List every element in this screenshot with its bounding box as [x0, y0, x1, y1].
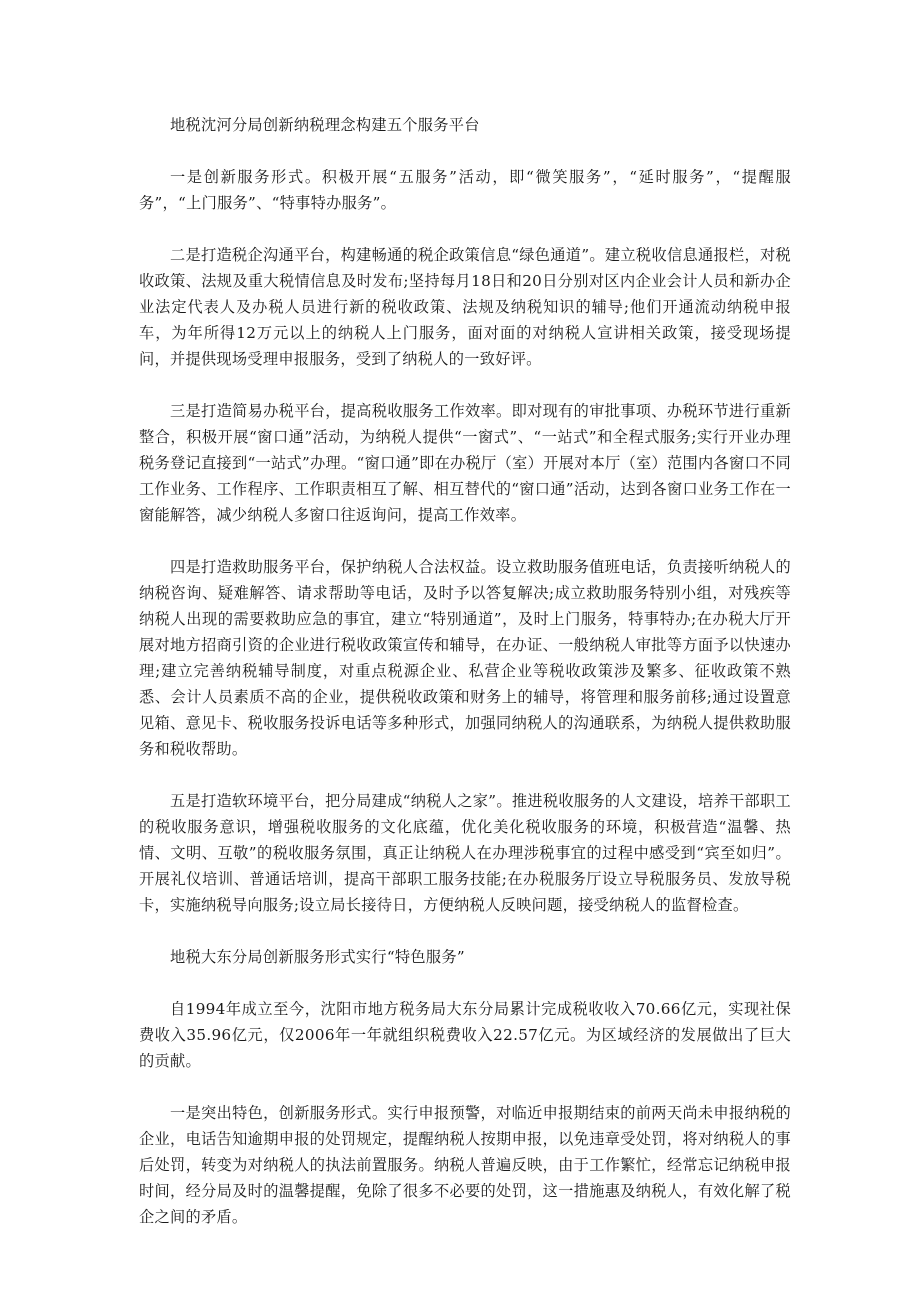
paragraph: 一是突出特色，创新服务形式。实行申报预警，对临近申报期结束的前两天尚未申报纳税的企业，电话告知逾期申报的处罚规定，提醒纳税人按期申报，以免违章受处罚，将对纳税人的事后处罚，转变为对纳税人的执法前置服务。纳税人普遍反映，由于工作繁忙，经常忘记纳税申报时间，经分局及时的温馨提醒，免除了很多不必要的处罚，这一措施惠及纳税人，有效化解了税企之间的矛盾。: [139, 1104, 791, 1226]
paragraph: 自1994年成立至今，沈阳市地方税务局大东分局累计完成税收收入70.66亿元，实现社保费收入35.96亿元，仅2006年一年就组织税费收入22.57亿元。为区域经济的发展做出了巨大的贡献。: [139, 1000, 791, 1070]
paragraph: 二是打造税企沟通平台，构建畅通的税企政策信息“绿色通道”。建立税收信息通报栏，对税收政策、法规及重大税情信息及时发布;坚持每月18日和20日分别对区内企业会计人员和新办企业法定代表人及办税人员进行新的税收政策、法规及纳税知识的辅导;他们开通流动纳税申报车，为年所得12万元以上的纳税人上门服务，面对面的对纳税人宣讲相关政策，接受现场提问，并提供现场受理申报服务，受到了纳税人的一致好评。: [139, 246, 791, 368]
document-body: [139, 112, 791, 1256]
section-heading: 地税大东分局创新服务形式实行“特色服务”: [170, 948, 465, 966]
section-heading: 地税沈河分局创新纳税理念构建五个服务平台: [170, 116, 480, 134]
paragraph: 一是创新服务形式。积极开展“五服务”活动，即“微笑服务”，“延时服务”，“提醒服务”，“上门服务”、“特事特办服务”。: [139, 168, 791, 212]
paragraph: 四是打造救助服务平台，保护纳税人合法权益。设立救助服务值班电话，负责接听纳税人的纳税咨询、疑难解答、请求帮助等电话，及时予以答复解决;成立救助服务特别小组，对残疾等纳税人出现的需要救助应急的事宜，建立“特别通道”，及时上门服务，特事特办;在办税大厅开展对地方招商引资的企业进行税收政策宣传和辅导，在办证、一般纳税人审批等方面予以快速办理;建立完善纳税辅导制度，对重点税源企业、私营企业等税收政策涉及繁多、征收政策不熟悉、会计人员素质不高的企业，提供税收政策和财务上的辅导，将管理和服务前移;通过设置意见箱、意见卡、税收服务投诉电话等多种形式，加强同纳税人的沟通联系，为纳税人提供救助服务和税收帮助。: [139, 558, 791, 758]
paragraph: 三是打造简易办税平台，提高税收服务工作效率。即对现有的审批事项、办税环节进行重新整合，积极开展“窗口通”活动，为纳税人提供“一窗式”、“一站式”和全程式服务;实行开业办理税务登记直接到“一站式”办理。“窗口通”即在办税厅（室）开展对本厅（室）范围内各窗口不同工作业务、工作程序、工作职责相互了解、相互替代的“窗口通”活动，达到各窗口业务工作在一窗能解答，减少纳税人多窗口往返询问，提高工作效率。: [139, 402, 791, 524]
paragraph: 五是打造软环境平台，把分局建成“纳税人之家”。推进税收服务的人文建设，培养干部职工的税收服务意识，增强税收服务的文化底蕴，优化美化税收服务的环境，积极营造“温馨、热情、文明、互敬”的税收服务氛围，真正让纳税人在办理涉税事宜的过程中感受到“宾至如归”。开展礼仪培训、普通话培训，提高干部职工服务技能;在办税服务厅设立导税服务员、发放导税卡，实施纳税导向服务;设立局长接待日，方便纳税人反映问题，接受纳税人的监督检查。: [139, 792, 791, 914]
